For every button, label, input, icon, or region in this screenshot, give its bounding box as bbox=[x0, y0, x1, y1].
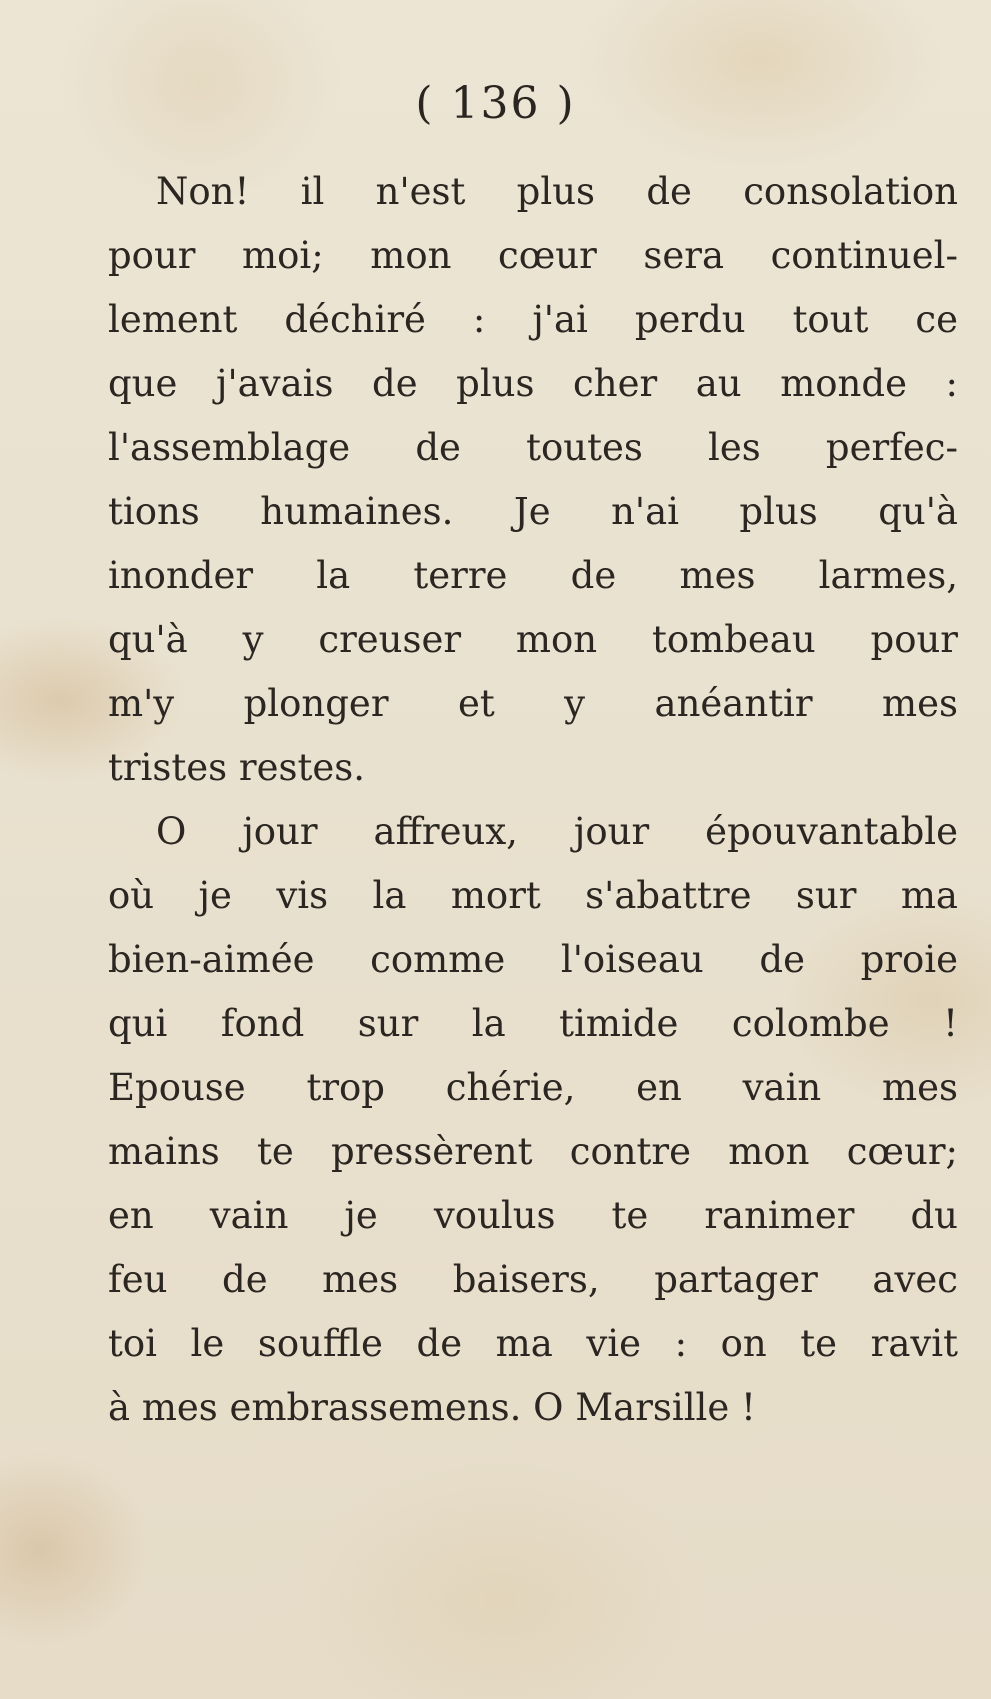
paragraph-1 bbox=[108, 160, 958, 800]
text-line: Epouse trop chérie, en vain mes bbox=[108, 1066, 958, 1109]
text-line: mains te pressèrent contre mon cœur; bbox=[108, 1130, 958, 1173]
text-line: Non! il n'est plus de consolation bbox=[156, 170, 958, 213]
page-number: ( 136 ) bbox=[415, 78, 576, 129]
text-line: toi le souffle de ma vie : on te ravit bbox=[108, 1322, 958, 1365]
text-line: à mes embrassemens. O Marsille ! bbox=[108, 1386, 756, 1429]
paragraph-2 bbox=[108, 800, 958, 1440]
text-line: inonder la terre de mes larmes, bbox=[108, 554, 958, 597]
text-line: lement déchiré : j'ai perdu tout ce bbox=[108, 298, 958, 341]
text-line: m'y plonger et y anéantir mes bbox=[108, 682, 958, 725]
text-line: bien-aimée comme l'oiseau de proie bbox=[108, 938, 958, 981]
text-line: O jour affreux, jour épouvantable bbox=[156, 810, 958, 853]
text-line: en vain je voulus te ranimer du bbox=[108, 1194, 958, 1237]
body-text bbox=[108, 160, 958, 1440]
text-line: feu de mes baisers, partager avec bbox=[108, 1258, 958, 1301]
text-line: tions humaines. Je n'ai plus qu'à bbox=[108, 490, 958, 533]
text-line: qu'à y creuser mon tombeau pour bbox=[108, 618, 958, 661]
text-line: tristes restes. bbox=[108, 746, 365, 789]
text-line: pour moi; mon cœur sera continuel- bbox=[108, 234, 958, 277]
text-line: que j'avais de plus cher au monde : bbox=[108, 362, 958, 405]
text-line: l'assemblage de toutes les perfec- bbox=[108, 426, 958, 469]
text-line: où je vis la mort s'abattre sur ma bbox=[108, 874, 958, 917]
text-line: qui fond sur la timide colombe ! bbox=[108, 1002, 958, 1045]
